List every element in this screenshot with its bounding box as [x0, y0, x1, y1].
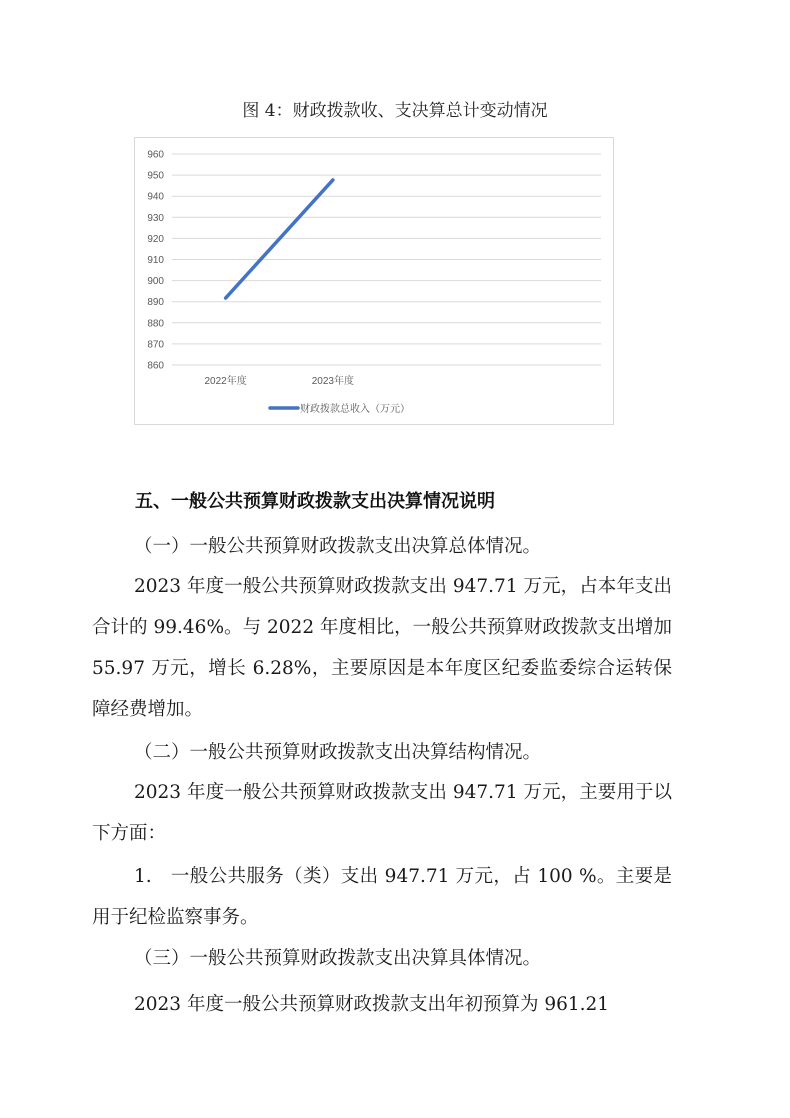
y-tick-label: 860 — [147, 360, 164, 372]
subsection-2-title: （二）一般公共预算财政拨款支出决算结构情况。 — [134, 742, 542, 763]
figure-caption: 图 4：财政拨款收、支决算总计变动情况 — [242, 101, 548, 121]
y-tick-label: 950 — [147, 170, 164, 182]
subsection-1-title: （一）一般公共预算财政拨款支出决算总体情况。 — [134, 536, 542, 557]
paragraph-4: 2023 年度一般公共预算财政拨款支出年初预算为 961.21 — [134, 994, 610, 1015]
line-chart — [134, 137, 614, 425]
paragraph-3: 1. 一般公共服务（类）支出 947.71 万元，占 100 %。主要是用于纪检监察事务。 — [92, 866, 672, 928]
y-tick-label: 940 — [147, 191, 164, 203]
y-tick-label: 880 — [147, 318, 164, 330]
x-tick-label: 2022年度 — [204, 376, 247, 387]
section-heading: 五、一般公共预算财政拨款支出决算情况说明 — [135, 491, 495, 512]
paragraph-1: 2023 年度一般公共预算财政拨款支出 947.71 万元，占本年支出合计的 99.46%。与 2022 年度相比，一般公共预算财政拨款支出增加 55.97 万元，增长 6.28%，主要原因是本年度区纪委监委综合运转保障经费增加。 — [92, 576, 672, 720]
y-tick-label: 930 — [147, 212, 164, 224]
paragraph-2: 2023 年度一般公共预算财政拨款支出 947.71 万元，主要用于以下方面： — [92, 782, 672, 844]
y-tick-label: 920 — [147, 233, 164, 245]
data-point — [332, 179, 334, 181]
y-tick-label: 910 — [147, 255, 164, 266]
y-tick-label: 960 — [147, 149, 164, 161]
subsection-3-title: （三）一般公共预算财政拨款支出决算具体情况。 — [134, 948, 542, 969]
y-tick-label: 900 — [147, 276, 164, 288]
y-tick-label: 890 — [147, 297, 164, 309]
y-tick-label: 870 — [147, 339, 164, 351]
x-tick-label: 2023年度 — [311, 376, 354, 387]
chart-svg — [135, 138, 615, 426]
data-point — [224, 297, 226, 299]
legend-label: 财政拨款总收入（万元） — [300, 404, 410, 415]
